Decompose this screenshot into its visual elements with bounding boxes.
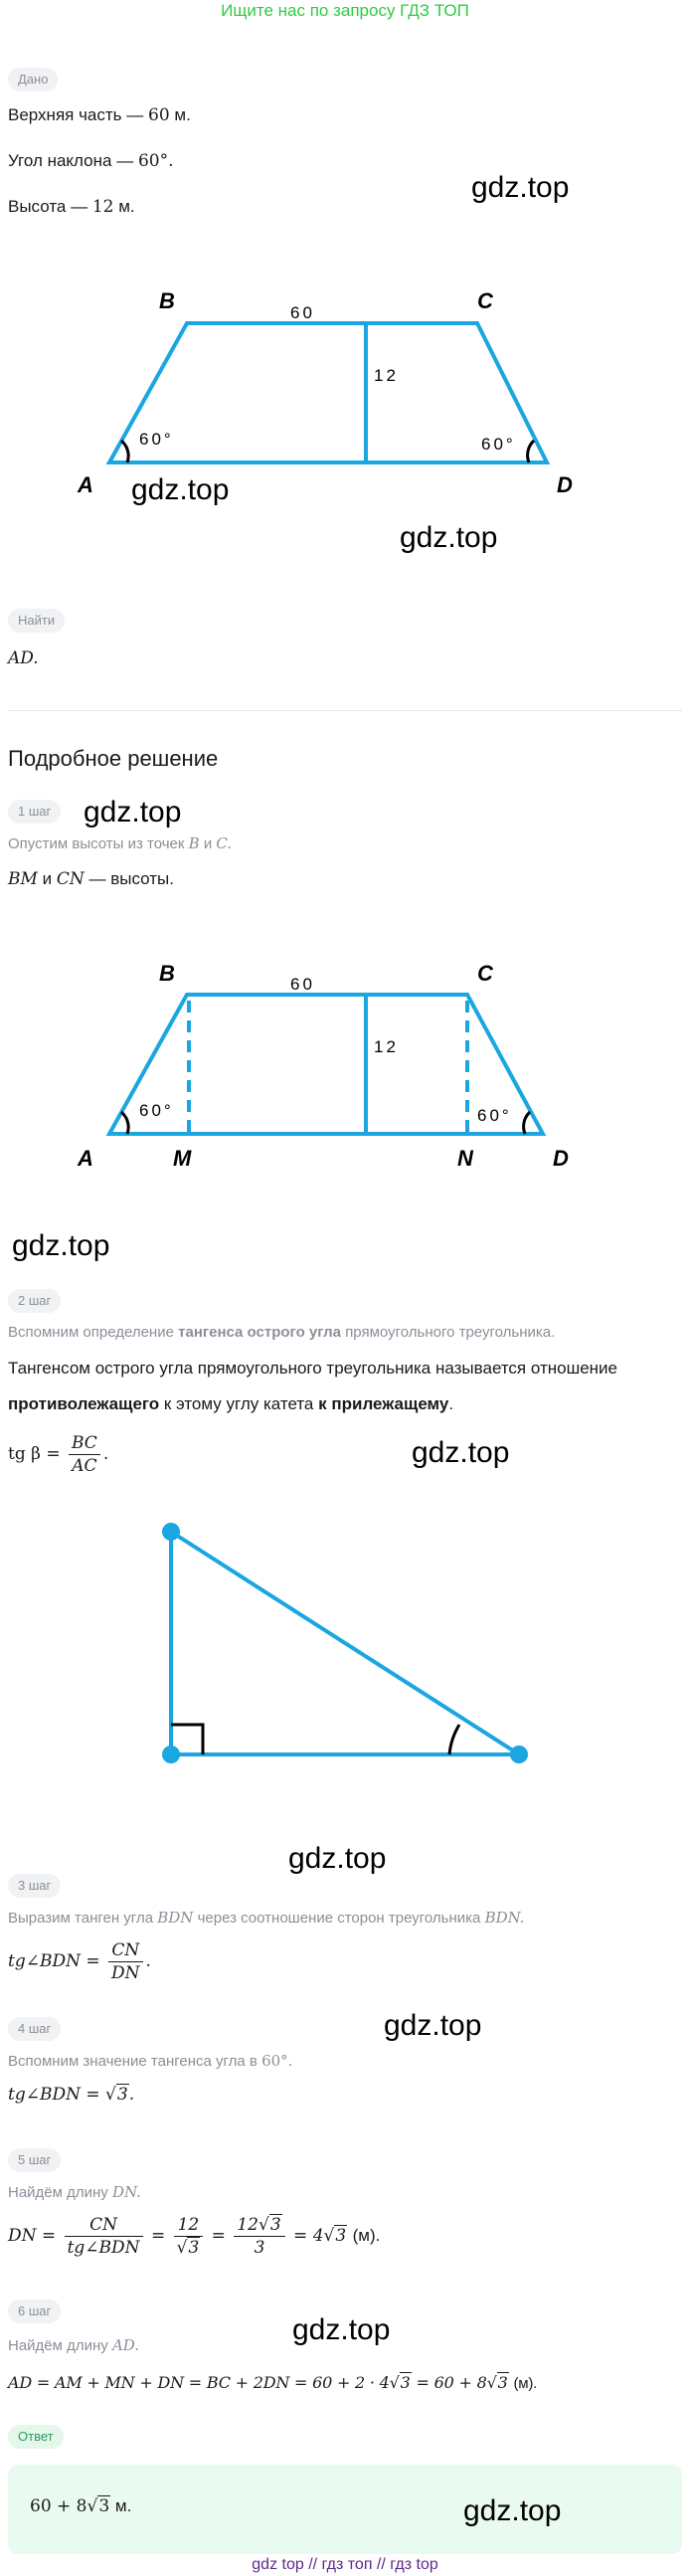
step-6-pill: 6 шаг [8,2300,61,2323]
fraction: $\frac{CN}{DN}$ [108,1939,143,1984]
divider [8,710,682,711]
label-A: A [78,472,93,497]
step-2-formula: tg β = $\frac{BC}{AC}$ . [8,1433,109,1476]
triangle-outline [171,1532,519,1754]
label-C: C [477,288,493,313]
watermark: gdz.top [292,2313,391,2346]
watermark: gdz.top [12,1229,110,1262]
watermark: gdz.top [384,2009,482,2042]
step-5-formula: DN = $\frac{CN}{\text{tg∠BDN}}$ = $\frac{12}{√3}$ = $\frac{12√3}{3}$ = 4√3 (м). [8,2215,381,2258]
step-5-pill: 5 шаг [8,2148,61,2172]
vertex-point [162,1746,180,1763]
step-2-definition-1: Тангенсом острого угла прямоугольного треугольника называется отношение [8,1359,618,1378]
answer-pill: Ответ [8,2425,64,2449]
step-3-formula: tg∠BDN = $\frac{CN}{DN}$ . [8,1940,151,1983]
given-line-3: Высота — 12 м. [8,197,135,217]
height-label: 12 [374,1037,399,1056]
watermark: gdz.top [400,521,498,554]
angle-label-left: 60° [139,1101,174,1120]
watermark: gdz.top [131,473,230,506]
watermark: gdz.top [84,796,182,828]
step-1-pill: 1 шаг [8,800,61,824]
vertex-point [510,1746,528,1763]
step-5-hint: Найдём длину DN. [8,2183,141,2201]
angle-arc-left [121,441,128,462]
right-triangle-figure [0,1512,690,1780]
step-3-hint: Выразим танген угла BDN через соотношение сторон треугольника BDN. [8,1909,525,1927]
fraction: $\frac{CN}{\text{tg∠BDN}}$ [65,2214,143,2259]
step-6-hint: Найдём длину AD. [8,2336,140,2354]
top-length-label: 60 [290,303,315,322]
angle-label-right: 60° [481,435,516,454]
footer-links[interactable]: gdz top // гдз топ // гдз top [252,2556,438,2573]
watermark: gdz.top [471,171,570,204]
top-banner[interactable]: Ищите нас по запросу ГДЗ ТОП [221,1,469,20]
top-length-label: 60 [290,975,315,994]
label-M: M [173,1146,192,1171]
step-2-pill: 2 шаг [8,1289,61,1313]
step-3-pill: 3 шаг [8,1874,61,1898]
watermark: gdz.top [463,2494,562,2527]
watermark: gdz.top [412,1436,510,1469]
solution-title: Подробное решение [8,746,219,771]
step-4-pill: 4 шаг [8,2017,61,2041]
label-D: D [557,472,573,497]
step-2-hint: Вспомним определение тангенса острого угла прямоугольного треугольника. [8,1324,556,1341]
step-4-formula: tg∠BDN = √3. [8,2085,135,2105]
watermark: gdz.top [288,1842,387,1875]
angle-arc-left [121,1112,128,1134]
step-1-hint: Опустим высоты из точек B и C. [8,834,233,852]
label-A: A [78,1146,93,1171]
angle-arc-right [524,1112,530,1134]
find-pill: Найти [8,609,65,633]
label-D: D [553,1146,569,1171]
answer-value: 60 + 8√3 м. [30,2496,132,2516]
step-2-definition-2: противолежащего к этому углу катета к прилежащему. [8,1394,454,1413]
fraction: $\frac{12√3}{3}$ [234,2214,284,2259]
given-line-2: Угол наклона — 60°. [8,151,174,171]
trapezoid-figure-1 [0,278,690,507]
label-B: B [159,288,175,313]
given-line-1: Верхняя часть — 60 м. [8,105,191,125]
step-6-formula: AD = AM + MN + DN = BC + 2DN = 60 + 2 · 4√3 = 60 + 8√3 (м). [8,2373,538,2392]
vertex-point [162,1523,180,1541]
label-N: N [457,1146,473,1171]
trapezoid-figure-2 [0,955,690,1184]
given-pill: Дано [8,68,58,92]
step-1-line: BM и CN — высоты. [8,869,174,889]
angle-arc [449,1725,459,1754]
step-4-hint: Вспомним значение тангенса угла в 60°. [8,2052,293,2070]
find-value: AD. [8,648,39,668]
fraction: $\frac{12}{√3}$ [174,2214,204,2259]
angle-arc-right [528,441,534,462]
angle-label-right: 60° [477,1106,512,1125]
label-B: B [159,961,175,986]
label-C: C [477,961,493,986]
angle-label-left: 60° [139,430,174,449]
height-label: 12 [374,366,399,385]
fraction: $\frac{BC}{AC}$ [69,1432,100,1477]
